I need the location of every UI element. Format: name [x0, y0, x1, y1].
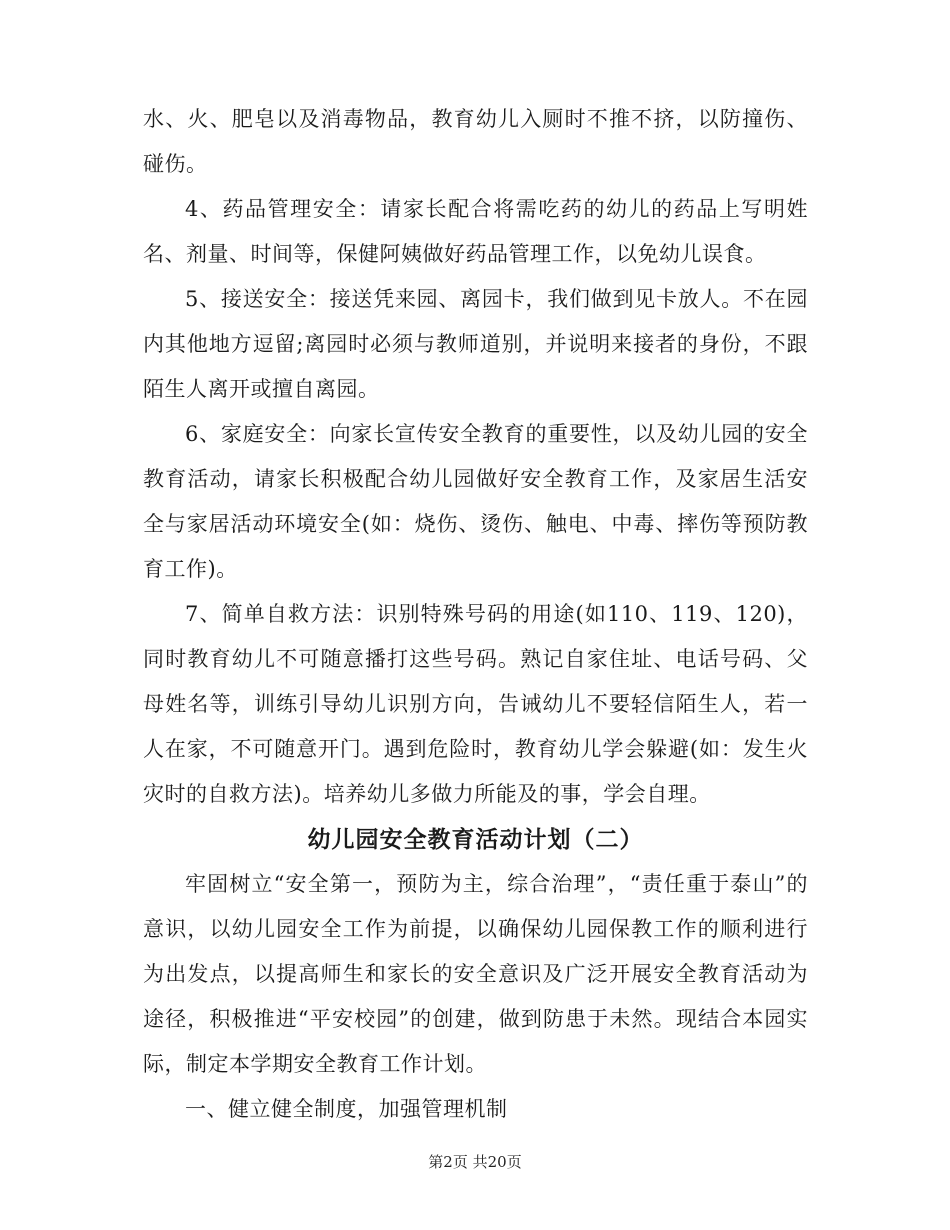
paragraph-home-safety: 6、家庭安全：向家长宣传安全教育的重要性，以及幼儿园的安全教育活动，请家长积极配合幼儿园做好安全教育工作，及家居生活安全与家居活动环境安全(如：烧伤、烫伤、触电、中毒、摔伤等预防教育工作)。	[143, 422, 808, 581]
paragraph-pickup-safety: 5、接送安全：接送凭来园、离园卡，我们做到见卡放人。不在园内其他地方逗留;离园时必须与教师道别，并说明来接者的身份，不跟陌生人离开或擅自离园。	[143, 287, 808, 401]
page-number: 第2页 共20页	[428, 1153, 522, 1171]
section-title: 幼儿园安全教育活动计划（二）	[307, 826, 644, 853]
document-body	[143, 97, 808, 1132]
paragraph-intro: 牢固树立“安全第一，预防为主，综合治理”，“责任重于泰山”的意识，以幼儿园安全工作为前提，以确保幼儿园保教工作的顺利进行为出发点，以提高师生和家长的安全意识及广泛开展安全教育活动为途径，积极推进“平安校园”的创建，做到防患于未然。现结合本园实际，制定本学期安全教育工作计划。	[143, 872, 808, 1076]
paragraph-medicine-safety: 4、药品管理安全：请家长配合将需吃药的幼儿的药品上写明姓名、剂量、时间等，保健阿姨做好药品管理工作，以免幼儿误食。	[143, 197, 808, 266]
paragraph-self-rescue: 7、简单自救方法：识别特殊号码的用途(如110、119、120)，同时教育幼儿不可随意播打这些号码。熟记自家住址、电话号码、父母姓名等，训练引导幼儿识别方向，告诫幼儿不要轻信陌生人，若一人在家，不可随意开门。遇到危险时，教育幼儿学会躲避(如：发生火灾时的自救方法)。培养幼儿多做力所能及的事，学会自理。	[143, 602, 808, 806]
paragraph-heading-one: 一、健立健全制度，加强管理机制	[185, 1097, 508, 1121]
paragraph-continuation: 水、火、肥皂以及消毒物品，教育幼儿入厕时不推不挤，以防撞伤、碰伤。	[143, 107, 808, 176]
